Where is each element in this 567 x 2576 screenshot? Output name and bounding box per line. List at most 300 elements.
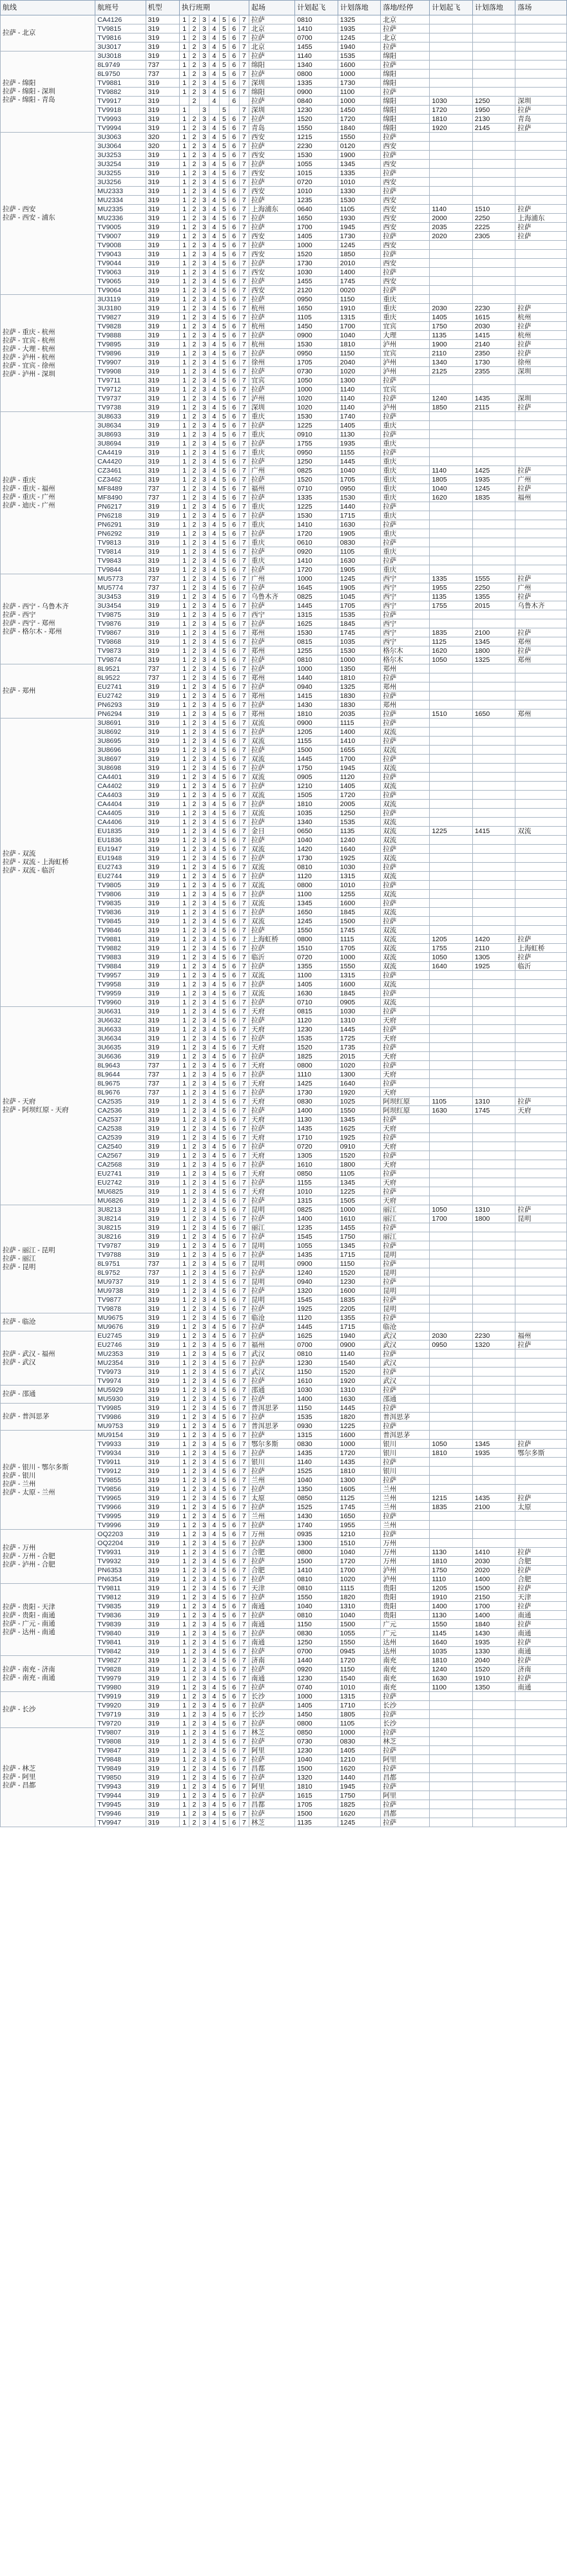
dep-time-cell: 1155 — [295, 737, 338, 746]
route-cell — [1, 1656, 95, 1692]
arr-time-2-cell — [472, 15, 515, 24]
stop-cell: 拉萨 — [381, 1530, 430, 1539]
day-1-cell: 1 — [179, 259, 189, 268]
day-7-cell: 7 — [239, 845, 249, 854]
day-5-cell: 5 — [219, 863, 229, 872]
arr-time-2-cell — [472, 737, 515, 746]
aircraft-cell: 319 — [146, 241, 179, 250]
day-5-cell: 5 — [219, 1422, 229, 1431]
origin-cell: 拉萨 — [249, 1331, 295, 1340]
day-5-cell: 5 — [219, 1548, 229, 1557]
day-2-cell: 2 — [189, 746, 199, 755]
day-6-cell: 6 — [229, 385, 239, 394]
day-3-cell: 3 — [199, 1268, 209, 1277]
arr-time-2-cell — [472, 700, 515, 710]
arr-time-cell: 1700 — [338, 1566, 381, 1575]
flight-no-cell: TV9883 — [95, 953, 146, 962]
aircraft-cell: 319 — [146, 1791, 179, 1800]
arr-time-cell: 1710 — [338, 1701, 381, 1710]
arr-time-cell: 1800 — [338, 1160, 381, 1169]
header-dep-time: 计划起飞 — [295, 1, 338, 15]
day-4-cell: 4 — [209, 1539, 219, 1548]
day-3-cell: 3 — [199, 151, 209, 160]
arr-time-cell: 1530 — [338, 196, 381, 205]
flight-no-cell: MU2335 — [95, 205, 146, 214]
stop-cell: 双流 — [381, 908, 430, 917]
dep-time-cell: 1730 — [295, 1088, 338, 1097]
dep-time-cell: 1530 — [295, 412, 338, 421]
dep-time-2-cell — [430, 295, 473, 304]
day-4-cell: 4 — [209, 547, 219, 556]
stop-cell: 长沙 — [381, 1701, 430, 1710]
day-5-cell: 5 — [219, 1539, 229, 1548]
origin-cell: 福州 — [249, 484, 295, 493]
aircraft-cell: 319 — [146, 511, 179, 520]
day-3-cell: 3 — [199, 322, 209, 331]
aircraft-cell: 319 — [146, 151, 179, 160]
origin-cell: 天府 — [249, 1007, 295, 1016]
arr-time-cell: 1150 — [338, 1259, 381, 1268]
dep-time-2-cell — [430, 926, 473, 935]
arr-time-cell: 1945 — [338, 764, 381, 773]
day-1-cell: 1 — [179, 890, 189, 899]
day-4-cell: 4 — [209, 1214, 219, 1223]
stop-cell: 拉萨 — [381, 187, 430, 196]
origin-cell: 拉萨 — [249, 439, 295, 448]
dep-time-cell: 1500 — [295, 1809, 338, 1818]
destination-cell: 深圳 — [515, 97, 567, 106]
day-7-cell: 7 — [239, 1476, 249, 1485]
dep-time-cell: 1110 — [295, 1070, 338, 1079]
destination-cell — [515, 241, 567, 250]
destination-cell — [515, 1043, 567, 1052]
flight-no-cell: MU9737 — [95, 1277, 146, 1286]
day-6-cell: 6 — [229, 169, 239, 178]
day-7-cell: 7 — [239, 430, 249, 439]
day-6-cell: 6 — [229, 691, 239, 700]
origin-cell: 北京 — [249, 24, 295, 33]
stop-cell: 西宁 — [381, 628, 430, 637]
arr-time-2-cell — [472, 610, 515, 619]
arr-time-2-cell — [472, 971, 515, 980]
day-2-cell: 2 — [189, 1340, 199, 1349]
day-3-cell: 3 — [199, 1665, 209, 1674]
dep-time-2-cell: 1135 — [430, 592, 473, 601]
dep-time-2-cell — [430, 1277, 473, 1286]
destination-cell: 拉萨 — [515, 1674, 567, 1683]
day-7-cell: 7 — [239, 1683, 249, 1692]
day-6-cell: 6 — [229, 250, 239, 259]
day-7-cell: 7 — [239, 1584, 249, 1593]
origin-cell: 天府 — [249, 1079, 295, 1088]
arr-time-cell: 1600 — [338, 61, 381, 70]
dep-time-cell: 1450 — [295, 322, 338, 331]
day-4-cell: 4 — [209, 962, 219, 971]
arr-time-2-cell: 2100 — [472, 628, 515, 637]
day-7-cell: 7 — [239, 836, 249, 845]
day-3-cell: 3 — [199, 286, 209, 295]
day-3-cell: 3 — [199, 1413, 209, 1422]
day-7-cell: 7 — [239, 1061, 249, 1070]
origin-cell: 双流 — [249, 791, 295, 800]
day-6-cell: 6 — [229, 908, 239, 917]
stop-cell: 西安 — [381, 205, 430, 214]
dep-time-2-cell: 1640 — [430, 962, 473, 971]
day-5-cell: 5 — [219, 1512, 229, 1521]
day-6-cell: 6 — [229, 259, 239, 268]
day-6-cell: 6 — [229, 1169, 239, 1178]
day-7-cell: 7 — [239, 700, 249, 710]
day-5-cell: 5 — [219, 673, 229, 682]
day-4-cell: 4 — [209, 1106, 219, 1115]
dep-time-2-cell: 1050 — [430, 1440, 473, 1449]
aircraft-cell: 319 — [146, 1115, 179, 1124]
day-1-cell: 1 — [179, 1413, 189, 1422]
day-7-cell: 7 — [239, 1169, 249, 1178]
aircraft-cell: 737 — [146, 574, 179, 583]
day-2-cell: 2 — [189, 187, 199, 196]
day-1-cell: 1 — [179, 863, 189, 872]
day-5-cell: 5 — [219, 1016, 229, 1025]
dep-time-cell: 0830 — [295, 1440, 338, 1449]
flight-no-cell: 3U3063 — [95, 133, 146, 142]
flight-no-cell: MU6825 — [95, 1187, 146, 1196]
stop-cell: 拉萨 — [381, 719, 430, 728]
aircraft-cell: 319 — [146, 1665, 179, 1674]
stop-cell: 西宁 — [381, 601, 430, 610]
arr-time-cell: 1010 — [338, 178, 381, 187]
day-2-cell: 2 — [189, 1755, 199, 1764]
dep-time-cell: 1535 — [295, 1413, 338, 1422]
arr-time-2-cell — [472, 1304, 515, 1313]
route-label: 拉萨 - 邵通 — [3, 1390, 36, 1398]
stop-cell: 拉萨 — [381, 1782, 430, 1791]
flight-no-cell: TV9850 — [95, 1773, 146, 1782]
day-5-cell: 5 — [219, 223, 229, 232]
flight-no-cell: TV9959 — [95, 989, 146, 998]
day-3-cell: 3 — [199, 592, 209, 601]
aircraft-cell: 319 — [146, 1413, 179, 1422]
dep-time-2-cell — [430, 52, 473, 61]
aircraft-cell: 319 — [146, 466, 179, 475]
arr-time-2-cell — [472, 70, 515, 79]
arr-time-2-cell — [472, 1809, 515, 1818]
origin-cell: 重庆 — [249, 430, 295, 439]
aircraft-cell: 319 — [146, 610, 179, 619]
route-label: 拉萨 - 宜宾 - 徐州 — [3, 361, 55, 370]
day-7-cell: 7 — [239, 259, 249, 268]
aircraft-cell: 319 — [146, 1025, 179, 1034]
day-7-cell: 7 — [239, 1593, 249, 1602]
aircraft-cell: 319 — [146, 124, 179, 133]
day-5-cell: 5 — [219, 1440, 229, 1449]
arr-time-2-cell — [472, 565, 515, 574]
destination-cell — [515, 448, 567, 457]
day-3-cell: 3 — [199, 953, 209, 962]
arr-time-cell: 1135 — [338, 827, 381, 836]
day-6-cell: 6 — [229, 1250, 239, 1259]
arr-time-2-cell: 1435 — [472, 394, 515, 403]
day-6-cell: 6 — [229, 791, 239, 800]
arr-time-2-cell: 1650 — [472, 710, 515, 719]
day-3-cell: 3 — [199, 854, 209, 863]
stop-cell: 天府 — [381, 1124, 430, 1133]
destination-cell — [515, 430, 567, 439]
day-3-cell: 3 — [199, 863, 209, 872]
day-6-cell: 6 — [229, 484, 239, 493]
day-2-cell: 2 — [189, 1683, 199, 1692]
destination-cell: 上海虹桥 — [515, 944, 567, 953]
arr-time-2-cell: 1935 — [472, 475, 515, 484]
day-4-cell: 4 — [209, 250, 219, 259]
arr-time-2-cell — [472, 1016, 515, 1025]
flight-no-cell: MU5774 — [95, 583, 146, 592]
destination-cell: 拉萨 — [515, 1656, 567, 1665]
dep-time-cell: 1105 — [295, 313, 338, 322]
day-6-cell: 6 — [229, 520, 239, 529]
aircraft-cell: 319 — [146, 322, 179, 331]
flight-no-cell: MU9738 — [95, 1286, 146, 1295]
destination-cell — [515, 1322, 567, 1331]
day-5-cell: 5 — [219, 1025, 229, 1034]
day-2-cell: 2 — [189, 340, 199, 349]
origin-cell: 拉萨 — [249, 1539, 295, 1548]
day-2-cell: 2 — [189, 628, 199, 637]
arr-time-2-cell — [472, 52, 515, 61]
day-6-cell: 6 — [229, 700, 239, 710]
aircraft-cell: 319 — [146, 1187, 179, 1196]
arr-time-2-cell — [472, 1259, 515, 1268]
destination-cell — [515, 1142, 567, 1151]
aircraft-cell: 319 — [146, 1395, 179, 1404]
origin-cell: 天府 — [249, 1025, 295, 1034]
day-7-cell: 7 — [239, 412, 249, 421]
day-6-cell: 6 — [229, 1088, 239, 1097]
day-4-cell: 4 — [209, 1593, 219, 1602]
day-2-cell: 2 — [189, 881, 199, 890]
day-2-cell: 2 — [189, 556, 199, 565]
aircraft-cell: 319 — [146, 800, 179, 809]
day-4-cell: 4 — [209, 1070, 219, 1079]
day-4-cell: 4 — [209, 1061, 219, 1070]
stop-cell: 绵阳 — [381, 115, 430, 124]
dep-time-cell: 1120 — [295, 1313, 338, 1322]
dep-time-cell: 1040 — [295, 1755, 338, 1764]
origin-cell: 拉萨 — [249, 1304, 295, 1313]
stop-cell: 兰州 — [381, 1521, 430, 1530]
day-1-cell: 1 — [179, 719, 189, 728]
day-7-cell: 7 — [239, 827, 249, 836]
destination-cell — [515, 782, 567, 791]
arr-time-2-cell: 1330 — [472, 1647, 515, 1656]
origin-cell: 重庆 — [249, 448, 295, 457]
day-6-cell: 6 — [229, 1232, 239, 1241]
arr-time-2-cell — [472, 691, 515, 700]
table-row — [1, 412, 567, 421]
day-6-cell: 6 — [229, 1377, 239, 1386]
day-4-cell: 4 — [209, 881, 219, 890]
arr-time-cell: 1440 — [338, 1773, 381, 1782]
destination-cell — [515, 1016, 567, 1025]
day-1-cell: 1 — [179, 223, 189, 232]
arr-time-2-cell: 2350 — [472, 349, 515, 358]
destination-cell — [515, 854, 567, 863]
day-2-cell: 2 — [189, 457, 199, 466]
flight-no-cell: 3U6631 — [95, 1007, 146, 1016]
origin-cell: 双流 — [249, 809, 295, 818]
day-6-cell: 6 — [229, 827, 239, 836]
origin-cell: 拉萨 — [249, 664, 295, 673]
origin-cell: 双流 — [249, 845, 295, 854]
day-7-cell: 7 — [239, 1386, 249, 1395]
arr-time-2-cell — [472, 1196, 515, 1205]
destination-cell — [515, 1259, 567, 1268]
table-body — [1, 15, 567, 1827]
arr-time-2-cell: 2030 — [472, 1557, 515, 1566]
day-6-cell: 6 — [229, 1620, 239, 1629]
day-7-cell: 7 — [239, 1485, 249, 1494]
route-label: 拉萨 - 丽江 - 昆明 — [3, 1246, 55, 1254]
destination-cell — [515, 881, 567, 890]
day-3-cell: 3 — [199, 430, 209, 439]
destination-cell: 双流 — [515, 827, 567, 836]
day-5-cell: 5 — [219, 764, 229, 773]
flight-no-cell: MU5930 — [95, 1395, 146, 1404]
day-2-cell: 2 — [189, 151, 199, 160]
destination-cell — [515, 52, 567, 61]
stop-cell: 西宁 — [381, 583, 430, 592]
stop-cell: 西安 — [381, 223, 430, 232]
aircraft-cell: 319 — [146, 1674, 179, 1683]
day-2-cell: 2 — [189, 863, 199, 872]
day-1-cell: 1 — [179, 88, 189, 97]
destination-cell: 郑州 — [515, 655, 567, 664]
destination-cell — [515, 610, 567, 619]
day-2-cell: 2 — [189, 1539, 199, 1548]
day-6-cell: 6 — [229, 1061, 239, 1070]
day-4-cell: 4 — [209, 574, 219, 583]
dep-time-cell: 0840 — [295, 97, 338, 106]
dep-time-cell: 1810 — [295, 710, 338, 719]
day-1-cell: 1 — [179, 1331, 189, 1340]
day-6-cell: 6 — [229, 1043, 239, 1052]
flight-no-cell: 3U3255 — [95, 169, 146, 178]
day-1-cell: 1 — [179, 493, 189, 502]
arr-time-2-cell — [472, 1467, 515, 1476]
arr-time-2-cell: 1730 — [472, 358, 515, 367]
arr-time-cell: 1500 — [338, 917, 381, 926]
arr-time-cell: 1150 — [338, 349, 381, 358]
origin-cell: 拉萨 — [249, 890, 295, 899]
day-4-cell: 4 — [209, 1259, 219, 1268]
dep-time-2-cell — [430, 1368, 473, 1377]
day-5-cell: 5 — [219, 1575, 229, 1584]
stop-cell: 郑州 — [381, 700, 430, 710]
flight-no-cell: TV9835 — [95, 899, 146, 908]
aircraft-cell: 319 — [146, 1151, 179, 1160]
aircraft-cell: 319 — [146, 1755, 179, 1764]
day-6-cell: 6 — [229, 403, 239, 412]
arr-time-cell: 1940 — [338, 1331, 381, 1340]
stop-cell: 拉萨 — [381, 1151, 430, 1160]
day-5-cell: 5 — [219, 115, 229, 124]
day-6-cell: 6 — [229, 1151, 239, 1160]
stop-cell: 绵阳 — [381, 97, 430, 106]
stop-cell: 拉萨 — [381, 1223, 430, 1232]
origin-cell: 西安 — [249, 169, 295, 178]
route-label: 拉萨 - 天府 — [3, 1097, 36, 1105]
dep-time-2-cell — [430, 728, 473, 737]
dep-time-2-cell — [430, 1259, 473, 1268]
day-1-cell: 1 — [179, 1043, 189, 1052]
flight-no-cell: TV9063 — [95, 268, 146, 277]
day-3-cell: 3 — [199, 1205, 209, 1214]
destination-cell: 拉萨 — [515, 953, 567, 962]
dep-time-2-cell: 1135 — [430, 331, 473, 340]
day-7-cell: 7 — [239, 1259, 249, 1268]
destination-cell: 拉萨 — [515, 1340, 567, 1349]
day-2-cell: 2 — [189, 529, 199, 538]
dep-time-2-cell — [430, 1322, 473, 1331]
dep-time-2-cell: 1050 — [430, 1205, 473, 1214]
destination-cell: 杭州 — [515, 313, 567, 322]
flight-no-cell: EU2741 — [95, 1169, 146, 1178]
stop-cell: 双流 — [381, 953, 430, 962]
arr-time-2-cell — [472, 1286, 515, 1295]
arr-time-cell: 1115 — [338, 935, 381, 944]
day-7-cell: 7 — [239, 547, 249, 556]
day-7-cell: 7 — [239, 800, 249, 809]
day-5-cell: 5 — [219, 998, 229, 1007]
day-6-cell: 6 — [229, 286, 239, 295]
day-7-cell: 7 — [239, 133, 249, 142]
day-2-cell: 2 — [189, 1286, 199, 1295]
arr-time-2-cell — [472, 421, 515, 430]
arr-time-2-cell: 2020 — [472, 1566, 515, 1575]
day-7-cell: 7 — [239, 376, 249, 385]
aircraft-cell: 319 — [146, 1737, 179, 1746]
day-5-cell: 5 — [219, 1773, 229, 1782]
day-5-cell: 5 — [219, 881, 229, 890]
day-4-cell: 4 — [209, 1602, 219, 1611]
stop-cell: 天府 — [381, 1052, 430, 1061]
arr-time-cell: 1445 — [338, 1025, 381, 1034]
dep-time-cell: 1215 — [295, 133, 338, 142]
day-4-cell: 4 — [209, 1007, 219, 1016]
destination-cell — [515, 1133, 567, 1142]
day-1-cell: 1 — [179, 971, 189, 980]
day-6-cell: 6 — [229, 1395, 239, 1404]
destination-cell: 拉萨 — [515, 340, 567, 349]
day-3-cell: 3 — [199, 1692, 209, 1701]
day-2-cell: 2 — [189, 1232, 199, 1241]
day-2-cell: 2 — [189, 1061, 199, 1070]
arr-time-2-cell — [472, 151, 515, 160]
arr-time-cell: 1455 — [338, 1223, 381, 1232]
day-3-cell: 3 — [199, 971, 209, 980]
aircraft-cell: 319 — [146, 917, 179, 926]
origin-cell: 南通 — [249, 1620, 295, 1629]
stop-cell: 广元 — [381, 1629, 430, 1638]
route-cell — [1, 295, 95, 412]
day-2-cell: 2 — [189, 502, 199, 511]
destination-cell — [515, 1485, 567, 1494]
day-6-cell: 6 — [229, 1097, 239, 1106]
stop-cell: 拉萨 — [381, 520, 430, 529]
stop-cell: 双流 — [381, 764, 430, 773]
destination-cell — [515, 511, 567, 520]
origin-cell: 万州 — [249, 1530, 295, 1539]
